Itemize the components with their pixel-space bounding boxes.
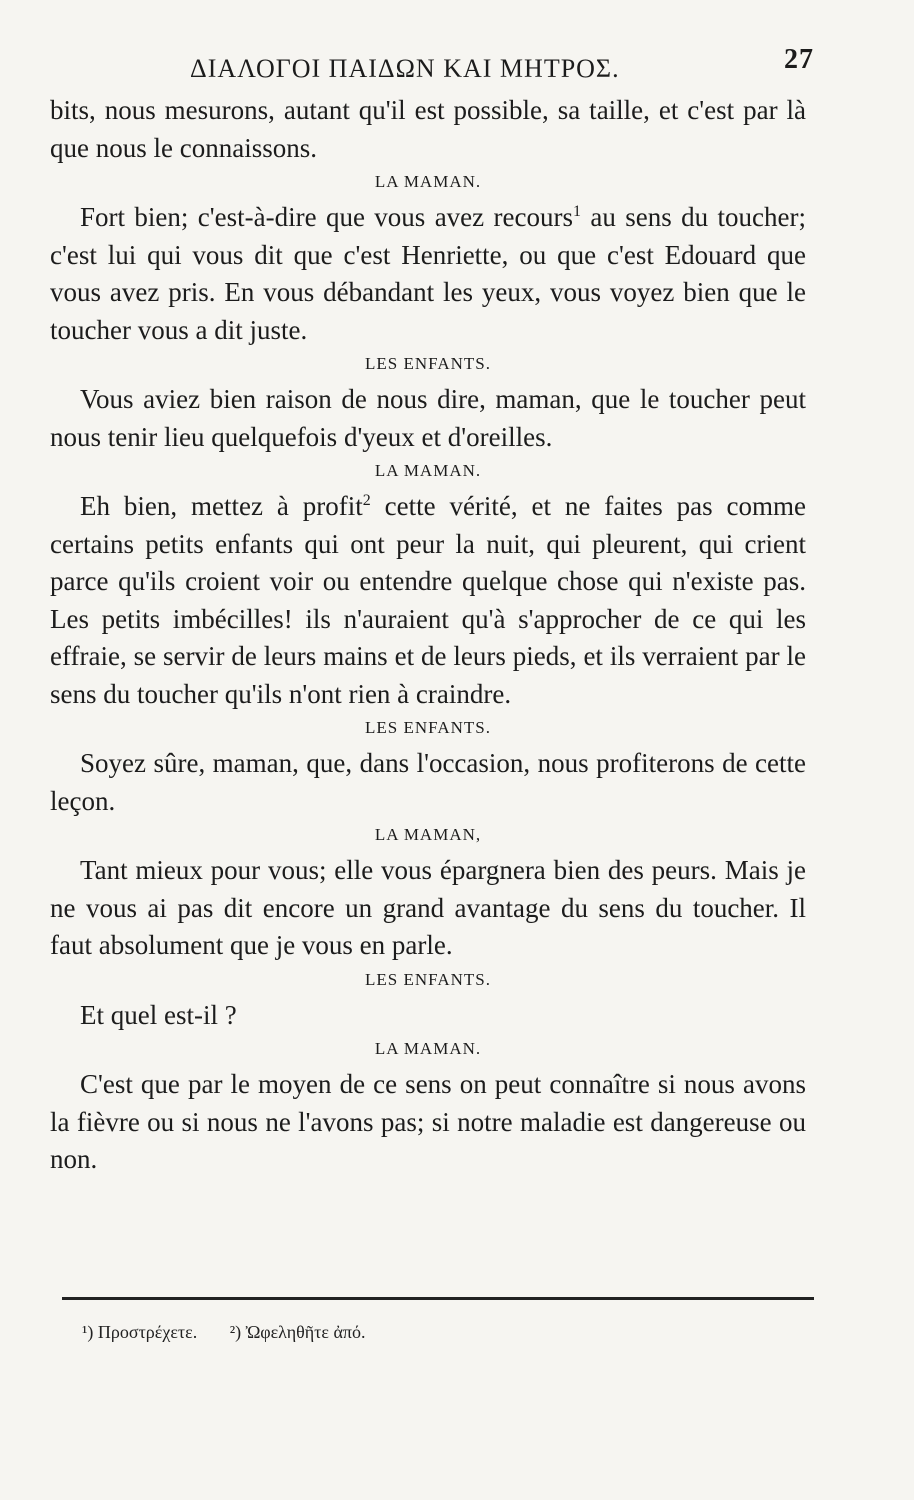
speaker-label: LA MAMAN,	[374, 825, 482, 844]
footnote: ¹) Προστρέχετε.	[82, 1322, 198, 1342]
paragraph: Fort bien; c'est-à-dire que vous avez recours$^1$ au sens du toucher; c'est lui qui vous dit que c'est Henriette, ou que c'est Edouard que vous avez pris. En vous débandant les yeux, vous voyez bien que le toucher vous a dit juste.	[50, 202, 806, 345]
speaker-label: LES ENFANTS.	[365, 969, 491, 989]
paragraph: bits, nous mesurons, autant qu'il est possible, sa taille, et c'est par là que nous le connaissons.	[50, 95, 806, 163]
page-number: 27	[784, 44, 814, 75]
speaker-label: LES ENFANTS.	[365, 354, 491, 373]
speaker-label: LES ENFANTS.	[365, 718, 491, 737]
running-title: ΔΙΑΛΟΓΟΙ ΠΑΙΔΩΝ ΚΑΙ ΜΗΤΡΟΣ.	[190, 54, 620, 83]
footnote-ref: 1	[573, 203, 581, 220]
paragraph: Soyez sûre, maman, que, dans l'occasion, nous profiterons de cette leçon.	[50, 748, 806, 816]
speaker-label: LA MAMAN.	[374, 461, 482, 480]
footnote: ²) Ὠφεληθῆτε ἀπό.	[229, 1322, 366, 1342]
paragraph: Vous aviez bien raison de nous dire, maman, que le toucher peut nous tenir lieu quelquefois d'yeux et d'oreilles.	[50, 384, 806, 452]
paragraph: C'est que par le moyen de ce sens on peut connaître si nous avons la fièvre ou si nous ne l'avons pas; si notre maladie est dangereuse ou non.	[50, 1069, 806, 1174]
paragraph: Tant mieux pour vous; elle vous épargnera bien des peurs. Mais je ne vous ai pas dit encore un grand avantage du sens du toucher. Il faut absolument que je vous en parle.	[50, 855, 806, 960]
page-header	[190, 44, 814, 84]
footnotes	[82, 1322, 394, 1343]
speaker-label: LA MAMAN.	[374, 1039, 482, 1058]
footnote-divider	[62, 1297, 814, 1300]
main-text	[50, 92, 806, 1179]
footnote-ref: 2	[362, 492, 371, 509]
paragraph: Eh bien, mettez à profit$^2$ cette vérité, et ne faites pas comme certains petits enfants qui ont peur la nuit, qui pleurent, qui crient parce qu'ils croient voir ou entendre quelque chose qui n'existe pas. Les petits imbécilles! ils n'auraient qu'à s'approcher de ce qui les effraie, se servir de leurs mains et de leurs pieds, et ils verraient par le sens du toucher qu'ils n'ont rien à craindre.	[50, 491, 807, 709]
speaker-label: LA MAMAN.	[374, 172, 482, 191]
paragraph: Et quel est-il ?	[80, 999, 237, 1030]
